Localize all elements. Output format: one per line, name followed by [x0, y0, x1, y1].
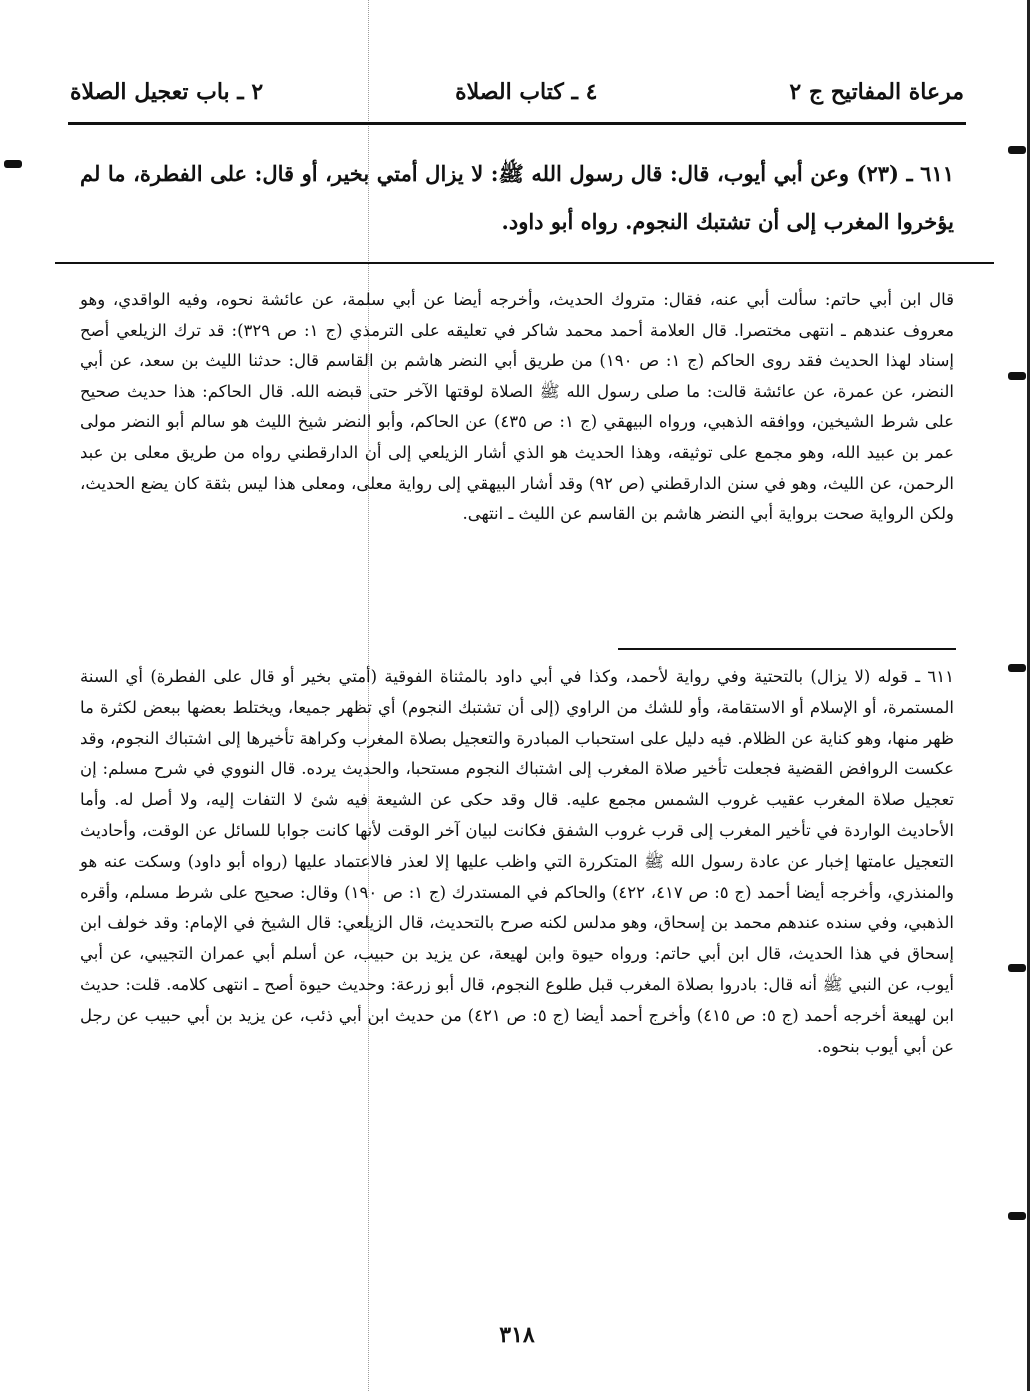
scan-mark-1 — [1008, 146, 1026, 154]
section-title: ٤ ـ كتاب الصلاة — [455, 79, 598, 105]
chapter-title: ٢ ـ باب تعجيل الصلاة — [70, 79, 264, 105]
scan-mark-3 — [1008, 664, 1026, 672]
hadith-text: ٦١١ ـ (٢٣) وعن أبي أيوب، قال: قال رسول الله ﷺ: لا يزال أمتي بخير، أو قال: على الفطرة، ما لم يؤخروا المغرب إلى أن تشتبك النجوم. رواه أبو داود. — [80, 161, 955, 234]
header-rule — [68, 122, 966, 125]
hadith-commentary-divider — [55, 262, 994, 264]
scan-mark-6 — [4, 160, 22, 168]
scan-mark-2 — [1008, 372, 1026, 380]
scan-mark-5 — [1008, 1212, 1026, 1220]
scan-mark-4 — [1008, 964, 1026, 972]
page-number: ٣١٨ — [499, 1322, 535, 1348]
footnote-rule — [618, 648, 956, 650]
commentary-paragraph-1: قال ابن أبي حاتم: سألت أبي عنه، فقال: متروك الحديث، وأخرجه أيضا عن أبي سلمة، عن عائشة نحوه، وفيه الواقدي، وهو معروف عندهم ـ انتهى مختصرا. قال العلامة أحمد محمد شاكر في تعليقه على الترمذي (ج ١: ص ٣٢٩): قد ترك الزيلعي أصح إسناد لهذا الحديث فقد روى الحاكم (ج ١: ص ١٩٠) من طريق أبي النضر هاشم بن القاسم قال: حدثنا الليث بن سعد، عن أبي النضر، عن عمرة، عن عائشة قالت: ما صلى رسول الله ﷺ الصلاة لوقتها الآخر حتى قبضه الله. قال الحاكم: هذا حديث صحيح على شرط الشيخين، ووافقه الذهبي، ورواه البيهقي (ج ١: ص ٤٣٥) عن الحاكم، وأبو النضر شيخ الليث هو سالم أبو النضر مولى عمر بن عبيد الله، وهو مجمع على توثيقه، وهذا الحديث هو الذي أشار الزيلعي إلى أن الدارقطني رواه من طريق معلى بن عبد الرحمن، عن الليث، وهو في سنن الدارقطني (ص ٩٢) وقد أشار البيهقي إلى رواية معلى، ومعلى هذا ليس بثقة كان يضع الحديث، ولكن الرواية صحت برواية أبي النضر هاشم بن القاسم عن الليث ـ انتهى. — [80, 290, 954, 524]
running-header — [70, 72, 964, 112]
commentary-paragraph-2: ٦١١ ـ قوله (لا يزال) بالتحتية وفي رواية لأحمد، وكذا في أبي داود بالمثناة الفوقية (أمتي بخير أو قال على الفطرة) أي السنة المستمرة، أو الإسلام أو الاستقامة، وأو للشك من الراوي (إلى أن تشتبك النجوم) أي تظهر جميعا، ويختلط بعضها ببعض لكثرة ما ظهر منها، وهو كناية عن الظلام. فيه دليل على استحباب المبادرة والتعجيل بصلاة المغرب وكراهة تأخيرها إلى اشتباك النجوم، وقد عكست الروافض القضية فجعلت تأخير صلاة المغرب إلى اشتباك النجوم مستحبا، والحديث يرده. قال النووي في شرح مسلم: إن تعجيل صلاة المغرب عقيب غروب الشمس مجمع عليه. قال وقد حكى عن الشيعة فيه شئ لا التفات إليه، ولا أصل له. وأما الأحاديث الواردة في تأخير المغرب إلى قرب غروب الشفق فكانت لبيان آخر الوقت لأنها كانت جوابا للسائل عن الوقت، وأحاديث التعجيل عامتها إخبار عن عادة رسول الله ﷺ المتكررة التي واظب عليها إلا لعذر فالاعتماد عليها (رواه أبو داود) وسكت عنه هو والمنذري، وأخرجه أيضا أحمد (ج ٥: ص ٤١٧، ٤٢٢) والحاكم في المستدرك (ج ١: ص ١٩٠) وقال: صحيح على شرط مسلم، وأقره الذهبي، وفي سنده عندهم محمد بن إسحاق، وهو مدلس لكنه صرح بالتحديث، قال الزيلعي: قال الشيخ في الإمام: وقد خولف ابن إسحاق في هذا الحديث، قال ابن أبي حاتم: ورواه حيوة وابن لهيعة، عن يزيد بن حبيب، عن أسلم أبي عمران التجيبي، عن أبي أيوب، عن النبي ﷺ أنه قال: بادروا بصلاة المغرب قبل طلوع النجوم، قال أبو زرعة: وحديث حيوة أصح ـ انتهى كلامه. قلت: حديث ابن لهيعة أخرجه أحمد (ج ٥: ص ٤١٥) وأخرج أحمد أيضا (ج ٥: ص ٤٢١) من حديث ابن أبي ذئب، عن يزيد بن أبي حبيب عن رجل عن أبي أيوب بنحوه. — [80, 667, 955, 1056]
page-edge-shadow — [1027, 0, 1030, 1391]
book-title: مرعاة المفاتيح ج ٢ — [789, 79, 964, 105]
